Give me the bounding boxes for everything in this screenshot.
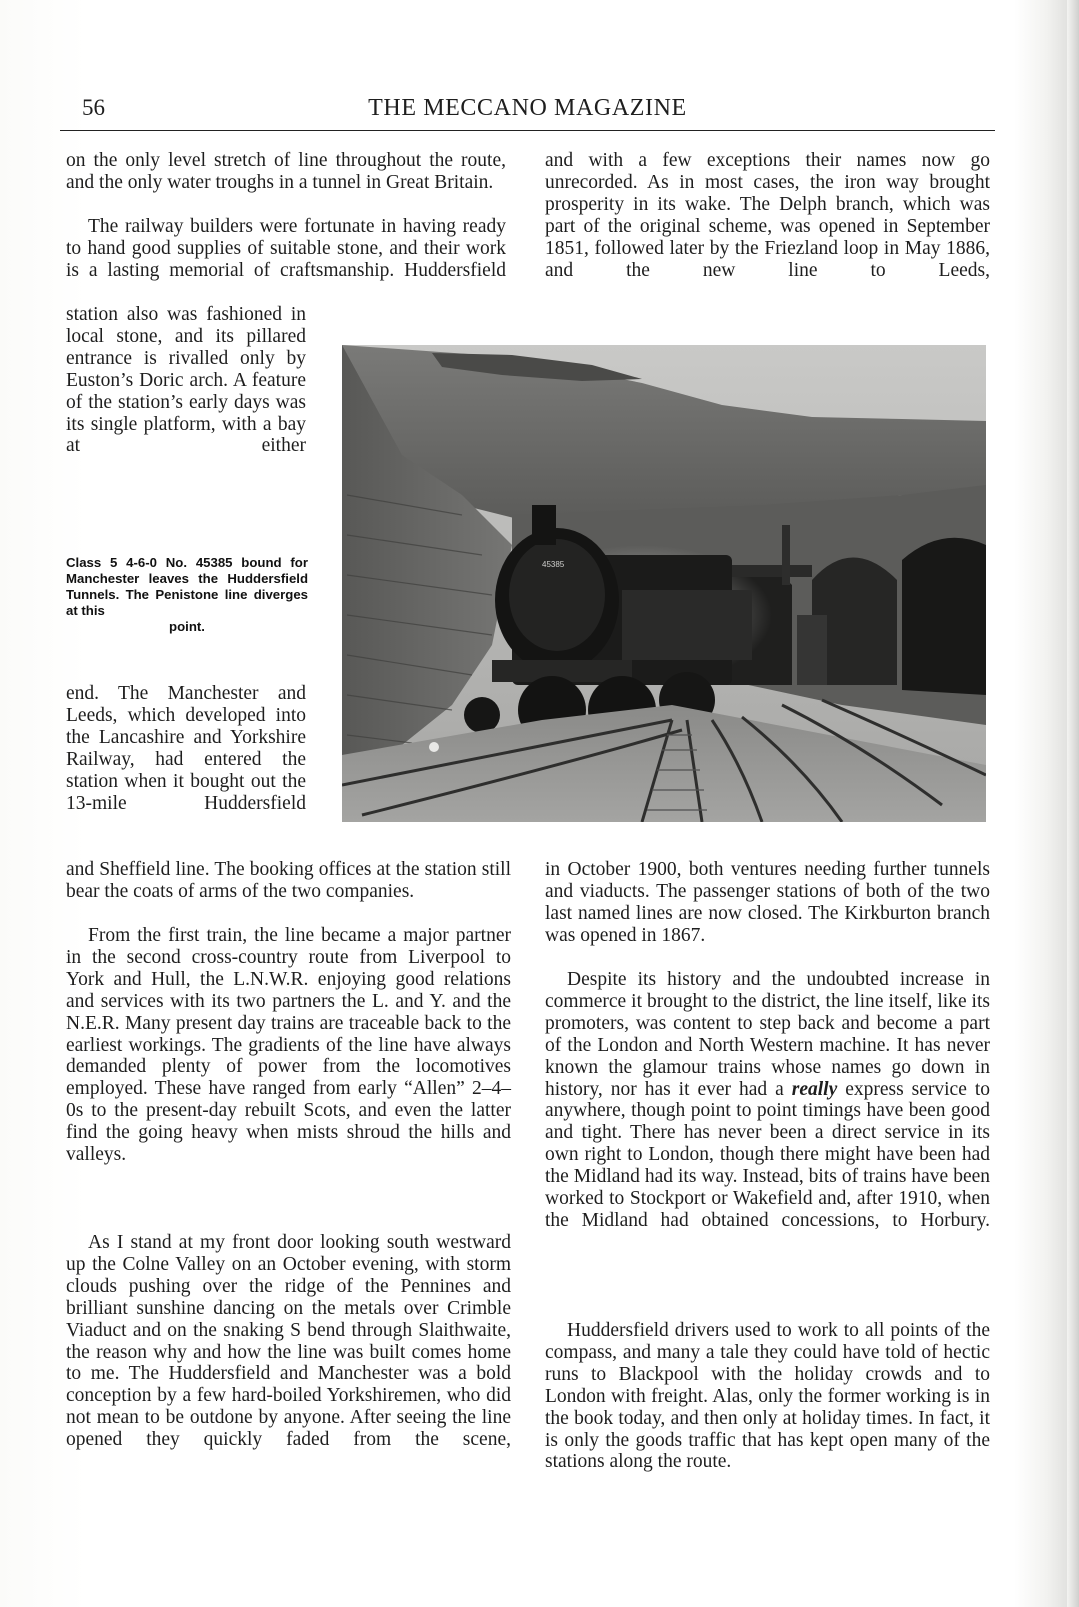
- photo-caption-last-word: point.: [169, 619, 205, 634]
- locomotive-photograph: [342, 345, 986, 822]
- left-paragraph-1: on the only level stretch of line throughout the route, and the only water troughs in a tunnel in Great Britain.: [66, 150, 506, 193]
- locomotive-photo-illustration: [342, 345, 986, 822]
- left-paragraph-3: From the first train, the line became a major partner in the second cross-country route from Liverpool to York and Hull, the L.N.W.R. enjoying good relations and services with its two partners the L. and Y. and the N.E.R. Many present day trains are traceable back to the earliest workings. The gradients of the line have always demanded plenty of power from the locomotives employed. These have ranged from early “Allen” 2–4–0s to the present-day rebuilt Scots, and even the latter find the going heavy when mists shroud the hills and valleys.: [66, 925, 511, 1166]
- photo-caption-text: Class 5 4-6-0 No. 45385 bound for Manchester leaves the Huddersfield Tunnels. The Penistone line diverges at this: [66, 555, 308, 618]
- photo-caption: [66, 555, 308, 635]
- right-paragraph-3: Huddersfield drivers used to work to all points of the compass, and many a tale they could have told of hectic runs to Blackpool with the holiday crowds and to London with freight. Alas, only the former working is in the book today, and then only at holiday times. In fact, it is only the goods traffic that has kept open many of the stations along the route.: [545, 1320, 990, 1473]
- left-paragraph-2-wrap-bottom: end. The Manchester and Leeds, which developed into the Lancashire and Yorkshire Railway, had entered the station when it bought out the 13-mile Huddersfield: [66, 683, 306, 814]
- right-paragraph-2-part-b: express service to anywhere, though point to point timings have been good and tight. There has never been a direct service in its own right to London, though there might have been had the Midland had its way. Instead, bits of trains have been worked to Stockport or Wakefield and, after 1910, when the Midland had obtained concessions, to Horbury.: [545, 1078, 991, 1231]
- page-number: 56: [82, 95, 105, 120]
- signal-lamp-icon: [429, 742, 439, 752]
- right-paragraph-2-emphasis: really: [791, 1078, 838, 1100]
- right-paragraph-2-part-a: Despite its history and the undoubted increase in commerce it brought to the district, the line itself, like its promoters, was content to step back and become a part of the London and North Western machine. It has never known the glamour trains whose names go down in history, nor has it ever had a: [545, 969, 990, 1100]
- page-header: [60, 94, 995, 131]
- page-edge-shadow: [1067, 0, 1079, 1607]
- magazine-title: THE MECCANO MAGAZINE: [368, 95, 687, 121]
- right-paragraph-2: [545, 969, 990, 1232]
- left-paragraph-2: The railway builders were fortunate in having ready to hand good supplies of suitable stone, and their work is a lasting memorial of craftsmanship. Huddersfield: [66, 216, 506, 281]
- left-paragraph-2-wrap-top: station also was fashioned in local stone, and its pillared entrance is rivalled only by Euston’s Doric arch. A feature of the station’s early days was its single platform, with a bay at either: [66, 304, 306, 457]
- left-paragraph-2-end: and Sheffield line. The booking offices at the station still bear the coats of arms of the two companies.: [66, 859, 511, 902]
- right-paragraph-1: and with a few exceptions their names now go unrecorded. As in most cases, the iron way brought prosperity in its wake. The Delph branch, which was part of the original scheme, was opened in September 1851, followed later by the Friezland loop in May 1886, and the new line to Leeds,: [545, 150, 990, 281]
- left-paragraph-4: As I stand at my front door looking south westward up the Colne Valley on an October evening, with storm clouds pushing over the ridge of the Pennines and brilliant sunshine dancing on the metals over Crimble Viaduct and on the snaking S bend through Slaithwaite, the reason why and how the line was built comes home to me. The Huddersfield and Manchester was a bold conception by a few hard-boiled Yorkshiremen, who did not mean to be outdone by anyone. After seeing the line opened they quickly faded from the scene,: [66, 1232, 511, 1451]
- smokebox-number: 45385: [542, 560, 565, 569]
- right-paragraph-1-continued: in October 1900, both ventures needing further tunnels and viaducts. The passenger stations of both of the two last named lines are now closed. The Kirkburton branch was opened in 1867.: [545, 859, 990, 946]
